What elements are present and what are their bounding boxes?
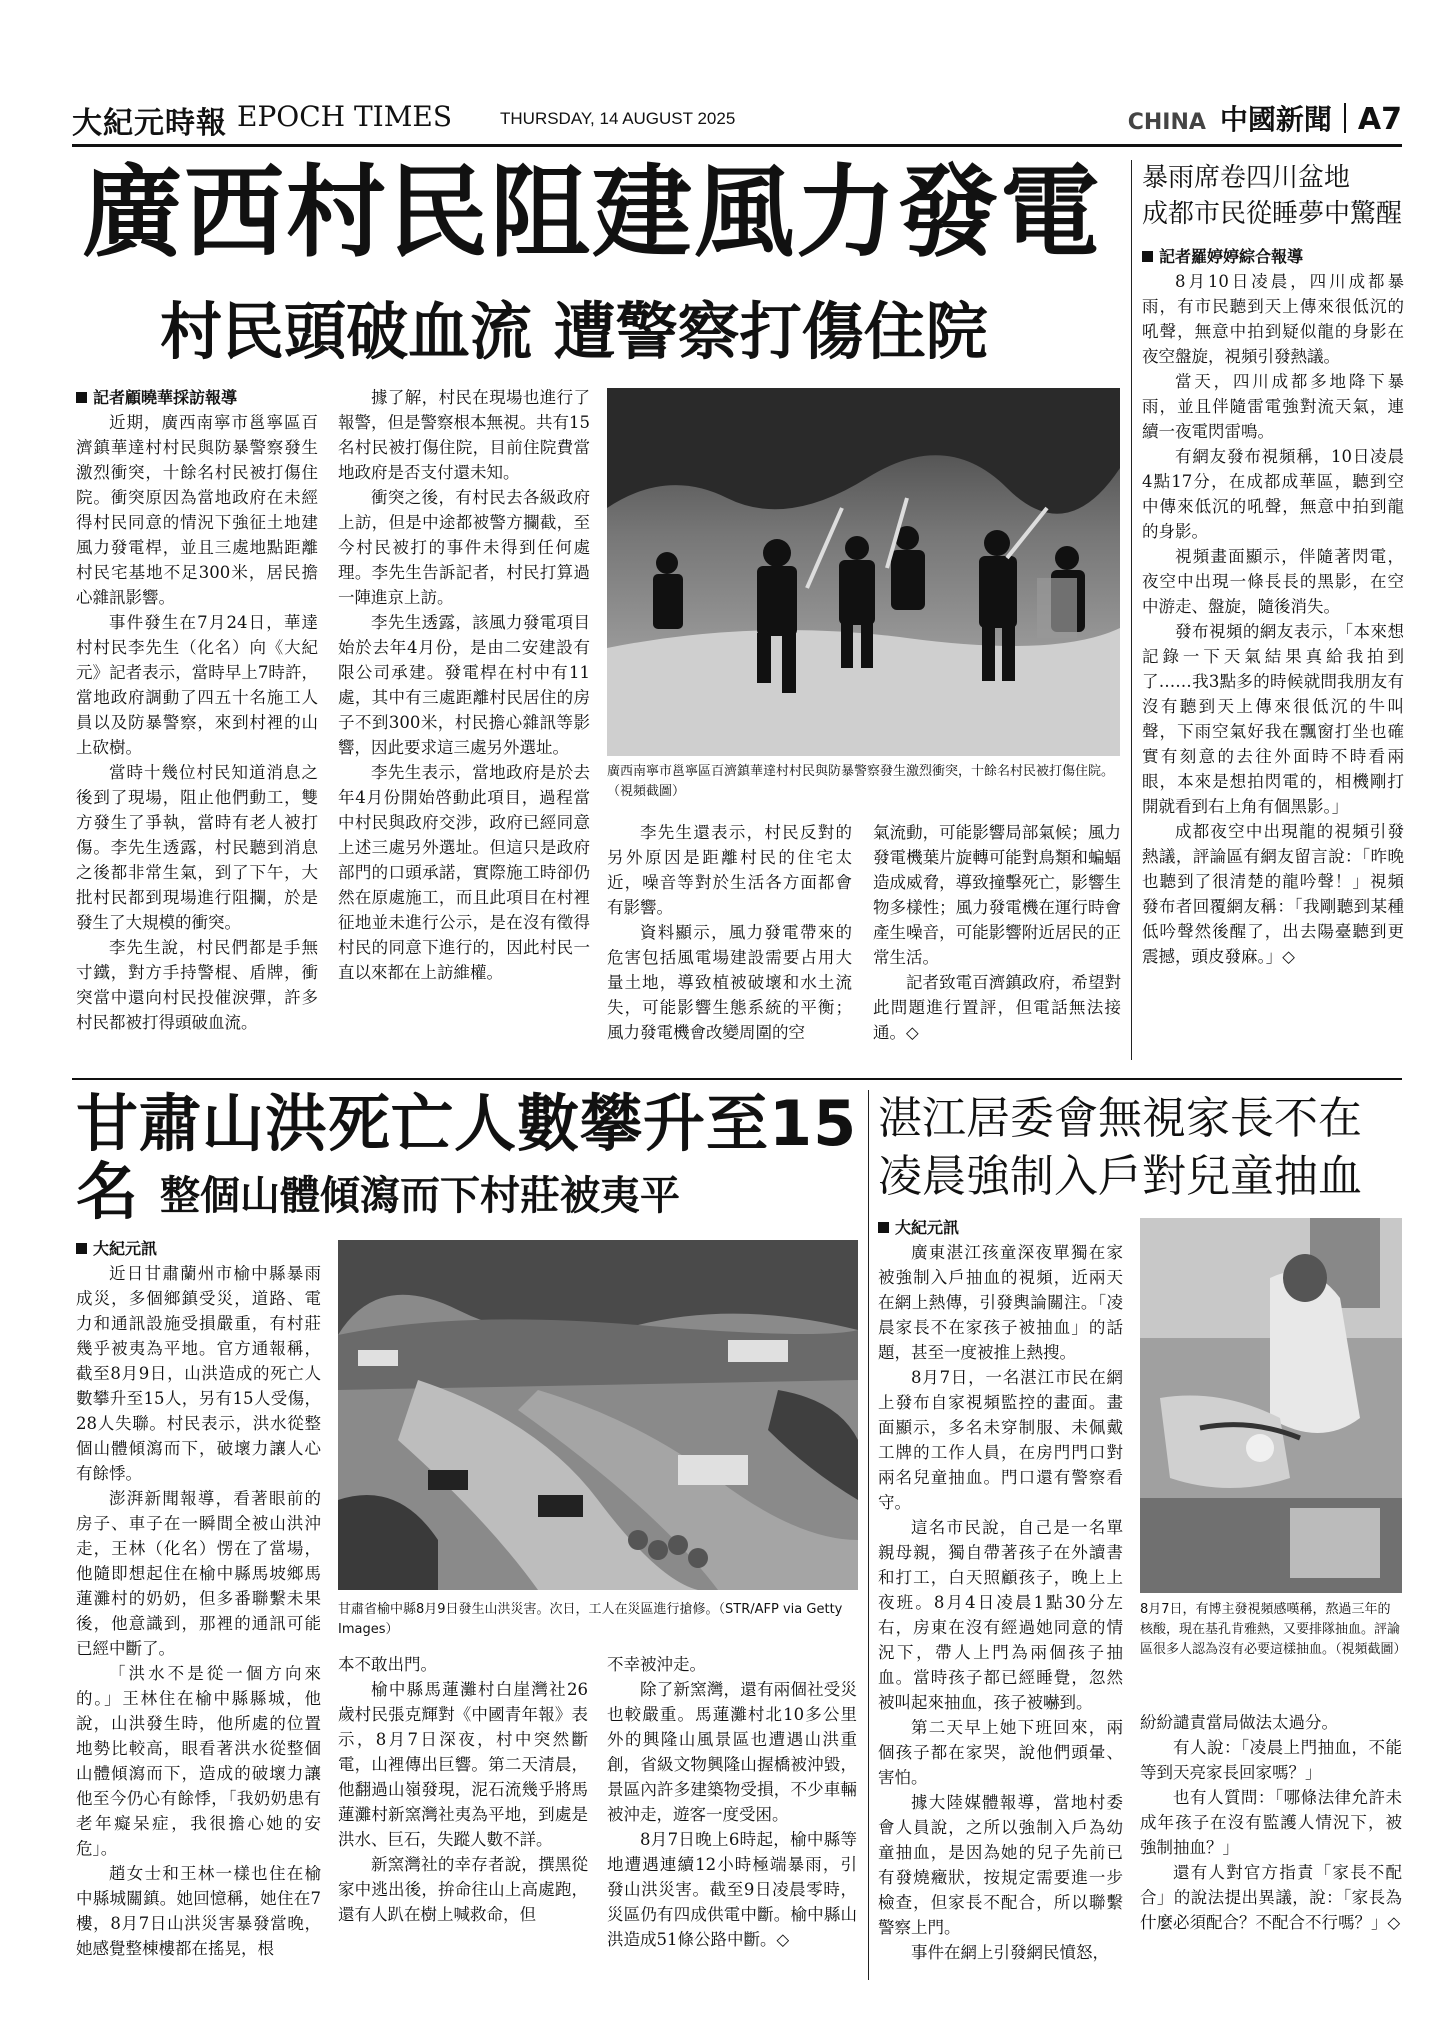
paragraph: 近期，廣西南寧市邕寧區百濟鎮華達村村民與防暴警察發生激烈衝突，十餘名村民被打傷住院。衝突原因為當地政府在未經得村民同意的情況下強征土地建風力發電桿，並且三處地點距離村民宅基地不足300米，居民擔心雜訊影響。 [76,413,318,607]
story3-byline-text: 大紀元訊 [895,1218,960,1237]
story3-headline [878,1090,1403,1206]
paragraph: 衝突之後，有村民去各級政府上訪，但是中途都被警方攔截，至今村民被打的事件未得到任何處理。李先生告訴記者，村民打算過一陣進京上訪。 [338,488,590,607]
paragraph: 廣東湛江孩童深夜單獨在家被強制入戶抽血的視頻，近兩天在網上熱傳，引發輿論關注。「凌晨家長不在家孩子被抽血」的話題，甚至一度被推上熱搜。 [878,1243,1123,1362]
story3-photo-caption: 8月7日，有博主發視頻感嘆稱，熬過三年的核酸，現在基孔肯雅熱，又要排隊抽血。評論區很多人認為沒有必要這樣抽血。（視頻截圖） [1140,1602,1407,1657]
column-rule [868,1090,869,1980]
byline-marker [878,1222,889,1233]
paragraph: 發布視頻的網友表示，「本來想記錄一下天氣結果真給我拍到了……我3點多的時候就問我朋友有沒有聽到天上傳來很低沉的牛叫聲，下雨空氣好我在飄窗打坐也確實有刻意的去往外面時不時看兩眼，本來是想拍閃電的，相機剛打開就看到右上角有個黑影。」 [1142,622,1404,816]
issue-date: THURSDAY, 14 AUGUST 2025 [500,109,736,128]
paragraph: 據了解，村民在現場也進行了報警，但是警察根本無視。共有15名村民被打傷住院，目前住院費當地政府是否支付還未知。 [338,388,590,482]
section-divider [1344,103,1346,133]
paragraph: 李先生還表示，村民反對的另外原因是距離村民的住宅太近，噪音等對於生活各方面都會有影響。 [607,823,852,917]
paragraph: 8月10日凌晨，四川成都暴雨，有市民聽到天上傳來很低沉的吼聲，無意中拍到疑似龍的身影在夜空盤旋，視頻引發熱議。 [1142,272,1404,366]
byline-marker [1142,251,1153,262]
paragraph: 還有人對官方指責「家長不配合」的說法提出異議，說：「家長為什麼必須配合？不配合不行嗎？」◇ [1140,1863,1402,1932]
sidebar-byline [1142,244,1404,269]
paragraph: 據大陸媒體報導，當地村委會人員說，之所以強制入戶為幼童抽血，是因為她的兒子先前已有發燒癥狀，按規定需要進一步檢查，但家長不配合，所以聯繫警察上門。 [878,1793,1123,1937]
section-zh: 中國新聞 [1219,103,1332,136]
paragraph: 事件發生在7月24日，華達村村民李先生（化名）向《大紀元》記者表示，當時早上7時許，當地政府調動了四五十名施工人員以及防暴警察，來到村裡的山上砍樹。 [76,613,318,757]
story3-photo [1140,1218,1402,1593]
section-en: CHINA [1127,110,1206,135]
paragraph: 「洪水不是從一個方向來的。」王林住在榆中縣縣城，他說，山洪發生時，他所處的位置地勢比較高，眼看著洪水從整個山體傾瀉而下，造成的破壞力讓他至今仍心有餘悸，「我奶奶患有老年癡呆症，我很擔心她的安危」。 [76,1664,321,1858]
paragraph: 除了新窯灣，還有兩個社受災也較嚴重。馬蓮灘村北10多公里外的興隆山風景區也遭遇山洪重創，省級文物興隆山握橋被沖毀，景區內許多建築物受損，不少車輛被沖走，遊客一度受困。 [607,1680,857,1824]
sidebar-headline-line2: 成都市民從睡夢中驚醒 [1142,199,1403,229]
paragraph: 不幸被沖走。 [607,1655,706,1674]
paragraph: 本不敢出門。 [338,1655,437,1674]
paragraph: 8月7日，一名湛江市民在網上發布自家視頻監控的畫面。畫面顯示，多名未穿制服、未佩戴工牌的工作人員，在房門門口對兩名兒童抽血。門口還有警察看守。 [878,1368,1123,1512]
paragraph: 紛紛譴責當局做法太過分。 [1140,1713,1338,1732]
story2-col1 [76,1236,321,1961]
paragraph: 8月7日晚上6時起，榆中縣等地遭遇連續12小時極端暴雨，引發山洪災害。截至9日凌晨零時，災區仍有四成供電中斷。榆中縣山洪造成51條公路中斷。◇ [607,1830,857,1949]
section-header [1128,98,1402,138]
story1-col4 [873,820,1121,1045]
paragraph: 澎湃新聞報導，看著眼前的房子、車子在一瞬間全被山洪沖走，王林（化名）愣在了當場，他隨即想起住在榆中縣馬坡鄉馬蓮灘村的奶奶，但多番聯繫未果後，他意識到，那裡的通訊可能已經中斷了。 [76,1489,321,1658]
paragraph: 記者致電百濟鎮政府，希望對此問題進行置評，但電話無法接通。◇ [873,973,1121,1042]
paragraph: 視頻畫面顯示，伴隨著閃電，夜空中出現一條長長的黑影，在空中游走、盤旋，隨後消失。 [1142,547,1404,616]
paragraph: 事件在網上引發網民憤怒， [911,1943,1109,1962]
sidebar-story [1142,160,1404,969]
masthead-rule [72,144,1402,147]
story3-headline-line1: 湛江居委會無視家長不在 [878,1093,1362,1144]
story1-photo [607,388,1120,756]
story1-col3 [607,820,852,1045]
paragraph: 資料顯示，風力發電帶來的危害包括風電場建設需要占用大量土地，導致植被破壞和水土流失，可能影響生態系統的平衡；風力發電機會改變周圍的空 [607,923,852,1042]
story3-col1 [878,1215,1123,1965]
story1-col1 [76,385,318,1035]
page-number: A7 [1357,102,1402,137]
byline-marker [76,1243,87,1254]
story1-byline [76,385,318,410]
story2-photo [338,1240,858,1590]
story2-col2 [338,1652,588,1927]
story3-col2 [1140,1710,1402,1935]
paragraph: 氣流動，可能影響局部氣候；風力發電機葉片旋轉可能對鳥類和蝙蝠造成威脅，導致撞擊死亡，影響生物多樣性；風力發電機在運行時會產生噪音，可能影響附近居民的正常生活。 [873,823,1121,967]
section-rule [72,1078,1402,1080]
story2-col3 [607,1652,857,1952]
story1-photo-caption: 廣西南寧市邕寧區百濟鎮華達村村民與防暴警察發生激烈衝突，十餘名村民被打傷住院。（視頻截圖） [607,764,1115,799]
byline-marker [76,392,87,403]
paragraph: 當天，四川成都多地降下暴雨，並且伴隨雷電強對流天氣，連續一夜電閃雷鳴。 [1142,372,1404,441]
paragraph: 李先生透露，該風力發電項目始於去年4月份，是由二安建設有限公司承建。發電桿在村中有11處，其中有三處距離村民居住的房子不到300米，村民擔心雜訊等影響，因此要求這三處另外選址。 [338,613,590,757]
paragraph: 這名市民說，自己是一名單親母親，獨自帶著孩子在外讀書和打工，白天照顧孩子，晚上上夜班。8月4日凌晨1點30分左右，房東在沒有經過她同意的情況下，帶人上門為兩個孩子抽血。當時孩子都已經睡覺，忽然被叫起來抽血，孩子被嚇到。 [878,1518,1123,1712]
story2-headline: 甘肅山洪死亡人數攀升至15名 [76,1087,858,1229]
column-rule [1131,160,1132,1060]
story1-subhead: 村民頭破血流 遭警察打傷住院 [160,295,988,368]
story1-col2 [338,385,590,985]
paragraph: 有網友發布視頻稱，10日凌晨4點17分，在成都成華區，聽到空中傳來低沉的吼聲，無意中拍到龍的身影。 [1142,447,1404,541]
sidebar-body [1142,244,1404,969]
paragraph: 第二天早上她下班回來，兩個孩子都在家哭，說他們頭暈、害怕。 [878,1718,1123,1787]
story1-byline-text: 記者顧曉華採訪報導 [93,388,238,407]
masthead [72,98,1402,140]
paragraph: 有人說：「凌晨上門抽血，不能等到天亮家長回家嗎？」 [1140,1738,1402,1782]
story1-headline: 廣西村民阻建風力發電 [82,154,1102,271]
paragraph: 李先生說，村民們都是手無寸鐵，對方手持警棍、盾牌，衝突當中還向村民投催淚彈，許多村民都被打得頭破血流。 [76,938,318,1032]
paragraph: 成都夜空中出現龍的視頻引發熱議，評論區有網友留言說：「昨晚也聽到了很清楚的龍吟聲！」視頻發布者回覆網友稱：「我剛聽到某種低吟聲然後醒了，出去陽臺聽到更震撼，頭皮發麻。」◇ [1142,822,1404,966]
paragraph: 當時十幾位村民知道消息之後到了現場，阻止他們動工，雙方發生了爭執，當時有老人被打傷。李先生透露，村民聽到消息之後都非常生氣，到了下午，大批村民都到現場進行阻攔，於是發生了大規模的衝突。 [76,763,318,932]
story2-photo-caption: 甘肅省榆中縣8月9日發生山洪災害。次日，工人在災區進行搶修。（STR/AFP via Getty Images） [338,1602,843,1637]
riot-police-photo [607,388,1120,756]
story2-byline [76,1236,321,1261]
sidebar-byline-text: 記者羅婷婷綜合報導 [1159,247,1304,266]
paragraph: 近日甘肅蘭州市榆中縣暴雨成災，多個鄉鎮受災，道路、電力和通訊設施受損嚴重，有村莊幾乎被夷為平地。官方通報稱，截至8月9日，山洪造成的死亡人數攀升至15人，另有15人受傷，28人失聯。村民表示，洪水從整個山體傾瀉而下，破壞力讓人心有餘悸。 [76,1264,321,1483]
story3-headline-line2: 凌晨強制入戶對兒童抽血 [878,1151,1362,1202]
paragraph: 也有人質問：「哪條法律允許未成年孩子在沒有監護人情況下，被強制抽血？」 [1140,1788,1402,1857]
blood-draw-photo [1140,1218,1402,1593]
story2-byline-text: 大紀元訊 [93,1239,158,1258]
paragraph: 新窯灣社的幸存者說，撰黑從家中逃出後，拚命往山上高處跑，還有人趴在樹上喊救命，但 [338,1855,588,1924]
masthead-logo: 大紀元時報 [72,106,227,141]
sidebar-headline-line1: 暴雨席卷四川盆地 [1142,163,1351,193]
story2-subhead: 整個山體傾瀉而下村莊被夷平 [160,1173,680,1219]
story3-byline [878,1215,1123,1240]
paragraph: 趙女士和王林一樣也住在榆中縣城關鎮。她回憶稱，她住在7樓，8月7日山洪災害暴發當晚，她感覺整棟樓都在搖晃，根 [76,1864,321,1958]
masthead-name: EPOCH TIMES [237,100,453,133]
flood-aftermath-photo [338,1240,858,1590]
paragraph: 李先生表示，當地政府是於去年4月份開始啓動此項目，過程當中村民與政府交涉，政府已經同意上述三處另外選址。但這只是政府部門的口頭承諾，實際施工時卻仍然在原處施工，而且此項目在村裡征地並未進行公示，是在沒有徵得村民的同意下進行的，因此村民一直以來都在上訪維權。 [338,763,590,982]
paragraph: 榆中縣馬蓮灘村白崖灣社26歲村民張克輝對《中國青年報》表示，8月7日深夜，村中突然斷電，山裡傳出巨響。第二天清晨，他翻過山嶺發現，泥石流幾乎將馬蓮灘村新窯灣社夷為平地，到處是洪水、巨石，失蹤人數不詳。 [338,1680,588,1849]
